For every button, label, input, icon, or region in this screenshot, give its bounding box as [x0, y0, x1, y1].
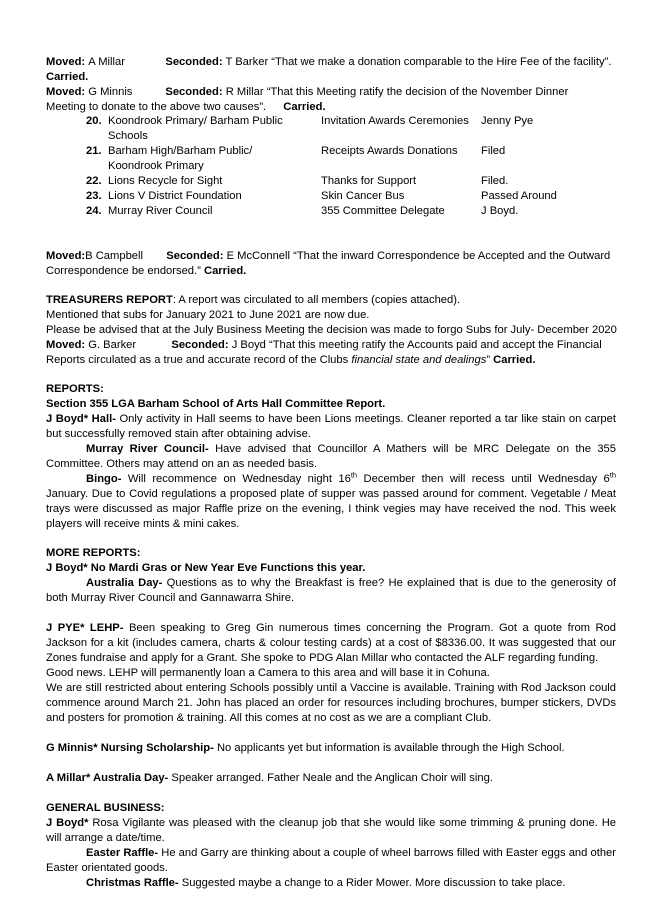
moved-name: G Minnis [88, 86, 133, 98]
moved-name: G. Barker [88, 339, 137, 351]
report-label: Bingo- [86, 473, 122, 485]
moved-label: Moved: [46, 250, 86, 262]
report-text: No applicants yet but information is available through the High School. [213, 742, 565, 754]
hall-report [46, 412, 616, 442]
item-action: Filed. [481, 175, 509, 187]
report-label: Murray River Council- [86, 443, 209, 455]
ordinal-suffix: th [350, 470, 358, 480]
item-from-line: Barham High/Barham Public/ [108, 145, 253, 157]
moved-name: B Campbell [85, 250, 143, 262]
item-from-line: Schools [108, 130, 148, 142]
item-from-line: Lions Recycle for Sight [108, 175, 223, 187]
australia-day-speaker-report [46, 771, 616, 786]
moved-label: Moved: [46, 56, 86, 68]
item-number: 20. [86, 115, 102, 127]
report-text: Questions as to why the Breakfast is free? He explained that is due to the generosity of both Murray River Council and Gannawarra Shire. [46, 577, 617, 604]
report-label: Easter Raffle- [86, 847, 159, 859]
correspondence-row [86, 204, 591, 219]
report-label: Australia Day- [86, 577, 163, 589]
item-subject: Skin Cancer Bus [321, 190, 405, 202]
motion-continuation: Correspondence be endorsed.” [46, 265, 201, 277]
item-from-line: Koondrook Primary [108, 160, 204, 172]
item-from [108, 204, 321, 219]
item-from [108, 189, 321, 204]
correspondence-row [86, 114, 591, 144]
report-text: : A report was circulated to all members (copies attached). [172, 294, 461, 306]
report-text: December then will recess until Wednesday 6 [357, 473, 610, 485]
correspondence-row [86, 189, 591, 204]
motion-correspondence [46, 249, 616, 279]
moved-label: Moved: [46, 86, 86, 98]
item-subject: Thanks for Support [321, 175, 417, 187]
carried-result: Carried. [493, 354, 536, 366]
section-heading: MORE REPORTS: [46, 547, 141, 559]
item-number: 24. [86, 205, 102, 217]
seconded-text: T Barker “That we make a donation comparable to the Hire Fee of the facility”. [225, 56, 612, 68]
item-subject: Receipts Awards Donations [321, 145, 458, 157]
moved-name: A Millar [88, 56, 125, 68]
item-from [108, 144, 321, 174]
report-text: We are still restricted about entering Schools possibly until a Vaccine is available. Training with Rod Jackson could commence around March 21. John has placed an order for resources including brochures, bumper stickers, DVDs and posters for promotion & training. All this comes at no cost as we are a compliant Club. [46, 682, 616, 724]
seconded-label: Seconded: [171, 339, 229, 351]
item-from-line: Murray River Council [108, 205, 213, 217]
item-from-line: Lions V District Foundation [108, 190, 242, 202]
report-text: January. Due to Covid regulations a proposed plate of supper was passed around for comment. Vegetable / Meat trays were discussed as major Raffle prize on the evening, I think vegies may have received the nod. This week players will receive mints & mini cakes. [46, 488, 616, 530]
bingo-report [46, 472, 616, 532]
item-action: Filed [481, 145, 506, 157]
subsection-heading: Section 355 LGA Barham School of Arts Hall Committee Report. [46, 398, 386, 410]
report-label: J Boyd* [46, 817, 89, 829]
carried-result: Carried. [203, 265, 247, 277]
item-action: J Boyd. [481, 205, 519, 217]
report-text: Mentioned that subs for January 2021 to June 2021 are now due. [46, 309, 370, 321]
correspondence-row [86, 174, 591, 189]
report-label: Christmas Raffle- [86, 877, 179, 889]
report-text: Reports circulated as a true and accurate record of the Clubs [46, 354, 352, 366]
more-reports-section [46, 546, 616, 606]
subsection-heading: J Boyd* No Mardi Gras or New Year Eve Functions this year. [46, 562, 366, 574]
section-heading: TREASURERS REPORT [46, 294, 173, 306]
item-from [108, 114, 321, 144]
report-text: Have advised that Councillor A Mathers will be MRC Delegate on the 355 Committee. Others may attend on an as needed basis. [46, 443, 616, 470]
easter-raffle-item [46, 846, 616, 876]
report-text: Been speaking to Greg Gin numerous times concerning the Program. Got a quote from Rod Jackson for a kit (includes camera, charts & colour testing cards) at a cost of $8336.00. It was suggested that our Zones fundraise and apply for a Grant. She spoke to PDG Alan Millar who contacted the ALF regarding funding. [46, 622, 616, 664]
report-label: J PYE* LEHP- [46, 622, 124, 634]
ordinal-suffix: th [609, 470, 616, 480]
report-label: J Boyd* Hall- [46, 413, 116, 425]
seconded-label: Seconded: [165, 56, 223, 68]
general-business-section [46, 801, 616, 891]
report-label: A Millar* Australia Day- [46, 772, 169, 784]
correspondence-row [86, 144, 591, 174]
report-text: Will recommence on Wednesday night 16 [121, 473, 351, 485]
item-subject: 355 Committee Delegate [321, 205, 445, 217]
seconded-text: E McConnell “That the inward Correspondence be Accepted and the Outward [226, 250, 611, 262]
nursing-report [46, 741, 616, 756]
report-text: Please be advised that at the July Business Meeting the decision was made to forgo Subs for July- December 2020 [46, 324, 617, 336]
report-text: He and Garry are thinking about a couple of wheel barrows filled with Easter eggs and other Easter orientated goods. [46, 847, 616, 874]
item-number: 22. [86, 175, 102, 187]
motion-donation [46, 55, 616, 115]
lehp-report [46, 621, 616, 726]
correspondence-table [86, 114, 626, 219]
reports-section [46, 382, 616, 532]
report-text: Speaker arranged. Father Neale and the Anglican Choir will sing. [168, 772, 493, 784]
item-number: 23. [86, 190, 102, 202]
seconded-label: Seconded: [165, 86, 223, 98]
moved-label: Moved: [46, 339, 86, 351]
seconded-text: J Boyd “That this meeting ratify the Accounts paid and accept the Financial [231, 339, 602, 351]
report-text-italic: financial state and dealings [351, 354, 487, 366]
item-from-line: Koondrook Primary/ Barham Public [108, 115, 283, 127]
correspondence-list [86, 114, 591, 219]
christmas-raffle-item [46, 876, 616, 891]
report-label: G Minnis* Nursing Scholarship- [46, 742, 214, 754]
report-text: Good news. LEHP will permanently loan a Camera to this area and will base it in Cohuna. [46, 667, 490, 679]
australia-day-report [46, 576, 616, 606]
report-text: Only activity in Hall seems to have been Lions meetings. Cleaner reported a tar like stain on carpet but successfully removed stain after obtaining advise. [46, 413, 616, 440]
section-heading: REPORTS: [46, 383, 104, 395]
treasurers-report [46, 293, 616, 368]
item-subject: Invitation Awards Ceremonies [321, 115, 469, 127]
item-from [108, 174, 321, 189]
carried-result: Carried. [46, 71, 89, 83]
seconded-text: R Millar “That this Meeting ratify the decision of the November Dinner [225, 86, 569, 98]
item-action: Passed Around [481, 190, 557, 202]
seconded-label: Seconded: [166, 250, 224, 262]
section-heading: GENERAL BUSINESS: [46, 802, 165, 814]
carried-result: Carried. [283, 101, 326, 113]
mrc-report [46, 442, 616, 472]
cleanup-item [46, 816, 616, 846]
report-text: ” [486, 354, 494, 366]
motion-continuation: Meeting to donate to the above two causes”. [46, 101, 267, 113]
item-number: 21. [86, 145, 102, 157]
report-text: Rosa Vigilante was pleased with the cleanup job that she would like some trimming & pruning done. He will arrange a date/time. [46, 817, 616, 844]
item-action: Jenny Pye [481, 115, 534, 127]
report-text: Suggested maybe a change to a Rider Mower. More discussion to take place. [178, 877, 566, 889]
